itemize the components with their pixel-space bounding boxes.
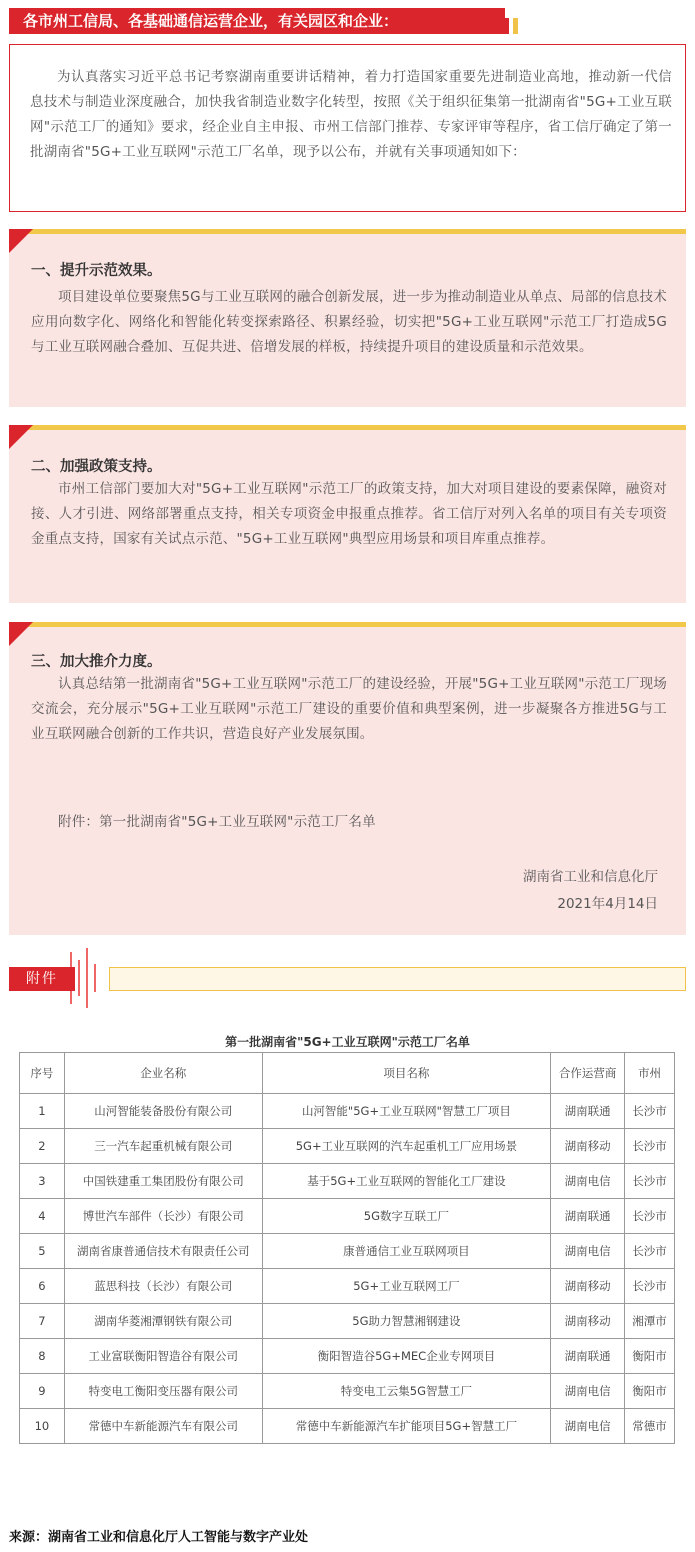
section-title: 二、加强政策支持。	[31, 459, 162, 475]
table-cell: 长沙市	[625, 1164, 675, 1199]
table-cell: 9	[20, 1374, 65, 1409]
column-header: 市州	[625, 1053, 675, 1094]
table-cell: 湘潭市	[625, 1304, 675, 1339]
table-cell: 工业富联衡阳智造谷有限公司	[64, 1339, 262, 1374]
table-cell: 湖南移动	[551, 1304, 625, 1339]
section-2	[9, 425, 686, 603]
table-row	[20, 1269, 675, 1304]
table-row	[20, 1339, 675, 1374]
table-cell: 湖南联通	[551, 1339, 625, 1374]
intro-box	[9, 44, 686, 212]
header-decoration	[505, 18, 509, 34]
section-corner	[9, 229, 33, 253]
section-body: 项目建设单位要聚焦5G与工业互联网的融合创新发展，进一步为推动制造业从单点、局部的信息技术应用向数字化、网络化和智能化转变探索路径、积累经验，切实把"5G+工业互联网"示范工厂打造成5G与工业互联网融合叠加、互促共进、倍增发展的样板，持续提升项目的建设质量和示范效果。	[31, 289, 667, 355]
header-title: 各市州工信局、各基础通信运营企业，有关园区和企业：	[9, 8, 505, 34]
table-cell: 衡阳智造谷5G+MEC企业专网项目	[262, 1339, 551, 1374]
table-cell: 湖南移动	[551, 1129, 625, 1164]
table-cell: 湖南电信	[551, 1234, 625, 1269]
factory-list-table	[19, 1052, 675, 1444]
table-cell: 5G数字互联工厂	[262, 1199, 551, 1234]
attachment-note: 附件：第一批湖南省"5G+工业互联网"示范工厂名单	[58, 814, 376, 830]
source-credit: 来源：湖南省工业和信息化厅人工智能与数字产业处	[9, 1530, 309, 1545]
table-cell: 7	[20, 1304, 65, 1339]
table-cell: 湖南电信	[551, 1409, 625, 1444]
table-cell: 湖南华菱湘潭钢铁有限公司	[64, 1304, 262, 1339]
section-body: 认真总结第一批湖南省"5G+工业互联网"示范工厂的建设经验，开展"5G+工业互联网"示范工厂现场交流会，充分展示"5G+工业互联网"示范工厂建设的重要价值和典型案例，进一步凝聚各方推进5G与工业互联网融合创新的工作共识，营造良好产业发展氛围。	[31, 676, 667, 742]
table-title: 第一批湖南省"5G+工业互联网"示范工厂名单	[225, 1035, 470, 1049]
column-header: 序号	[20, 1053, 65, 1094]
table-cell: 湖南联通	[551, 1199, 625, 1234]
section-title: 一、提升示范效果。	[31, 263, 162, 279]
header-decoration-accent	[513, 18, 518, 34]
table-cell: 6	[20, 1269, 65, 1304]
table-cell: 湖南联通	[551, 1094, 625, 1129]
table-cell: 三一汽车起重机械有限公司	[64, 1129, 262, 1164]
table-cell: 1	[20, 1094, 65, 1129]
table-cell: 山河智能"5G+工业互联网"智慧工厂项目	[262, 1094, 551, 1129]
section-topline	[9, 622, 686, 627]
table-cell: 湖南电信	[551, 1374, 625, 1409]
table-row	[20, 1199, 675, 1234]
table-cell: 常德中车新能源汽车有限公司	[64, 1409, 262, 1444]
annex-line	[109, 967, 686, 991]
section-corner	[9, 622, 33, 646]
table-cell: 博世汽车部件（长沙）有限公司	[64, 1199, 262, 1234]
table-cell: 康普通信工业互联网项目	[262, 1234, 551, 1269]
table-cell: 常德市	[625, 1409, 675, 1444]
table-cell: 特变电工衡阳变压器有限公司	[64, 1374, 262, 1409]
table-cell: 衡阳市	[625, 1339, 675, 1374]
table-row	[20, 1164, 675, 1199]
table-row	[20, 1094, 675, 1129]
section-corner	[9, 425, 33, 449]
table-row	[20, 1409, 675, 1444]
table-cell: 8	[20, 1339, 65, 1374]
table-cell: 长沙市	[625, 1094, 675, 1129]
table-cell: 长沙市	[625, 1199, 675, 1234]
column-header: 合作运营商	[551, 1053, 625, 1094]
table-header-row	[20, 1053, 675, 1094]
table-cell: 湖南电信	[551, 1164, 625, 1199]
table-cell: 中国铁建重工集团股份有限公司	[64, 1164, 262, 1199]
table-cell: 湖南省康普通信技术有限责任公司	[64, 1234, 262, 1269]
table-row	[20, 1304, 675, 1339]
table-cell: 蓝思科技（长沙）有限公司	[64, 1269, 262, 1304]
table-cell: 常德中车新能源汽车扩能项目5G+智慧工厂	[262, 1409, 551, 1444]
table-cell: 5G+工业互联网工厂	[262, 1269, 551, 1304]
intro-paragraph: 为认真落实习近平总书记考察湖南重要讲话精神，着力打造国家重要先进制造业高地，推动新一代信息技术与制造业深度融合，加快我省制造业数字化转型，按照《关于组织征集第一批湖南省"5G+工业互联网"示范工厂的通知》要求，经企业自主申报、市州工信部门推荐、专家评审等程序，省工信厅确定了第一批湖南省"5G+工业互联网"示范工厂名单，现予以公布，并就有关事项通知如下：	[30, 69, 672, 160]
section-body: 市州工信部门要加大对"5G+工业互联网"示范工厂的政策支持，加大对项目建设的要素保障，融资对接、人才引进、网络部署重点支持，相关专项资金申报重点推荐。省工信厅对列入名单的项目有关专项资金重点支持，国家有关试点示范、"5G+工业互联网"典型应用场景和项目库重点推荐。	[31, 481, 667, 547]
table-cell: 5G助力智慧湘钢建设	[262, 1304, 551, 1339]
annex-label: 附件	[9, 967, 75, 991]
table-cell: 长沙市	[625, 1269, 675, 1304]
table-cell: 10	[20, 1409, 65, 1444]
section-topline	[9, 425, 686, 430]
annex-bar	[9, 967, 686, 991]
table-cell: 5G+工业互联网的汽车起重机工厂应用场景	[262, 1129, 551, 1164]
table-cell: 衡阳市	[625, 1374, 675, 1409]
column-header: 企业名称	[64, 1053, 262, 1094]
table-cell: 特变电工云集5G智慧工厂	[262, 1374, 551, 1409]
column-header: 项目名称	[262, 1053, 551, 1094]
signer: 湖南省工业和信息化厅	[523, 869, 658, 885]
table-cell: 4	[20, 1199, 65, 1234]
table-cell: 湖南移动	[551, 1269, 625, 1304]
table-row	[20, 1374, 675, 1409]
table-cell: 基于5G+工业互联网的智能化工厂建设	[262, 1164, 551, 1199]
section-topline	[9, 229, 686, 234]
table-cell: 5	[20, 1234, 65, 1269]
table-cell: 长沙市	[625, 1234, 675, 1269]
table-cell: 2	[20, 1129, 65, 1164]
table-cell: 山河智能装备股份有限公司	[64, 1094, 262, 1129]
table-row	[20, 1234, 675, 1269]
table-cell: 3	[20, 1164, 65, 1199]
section-1	[9, 229, 686, 407]
section-title: 三、加大推介力度。	[31, 654, 162, 670]
issue-date: 2021年4月14日	[557, 896, 658, 912]
table-cell: 长沙市	[625, 1129, 675, 1164]
section-3	[9, 622, 686, 935]
table-row	[20, 1129, 675, 1164]
